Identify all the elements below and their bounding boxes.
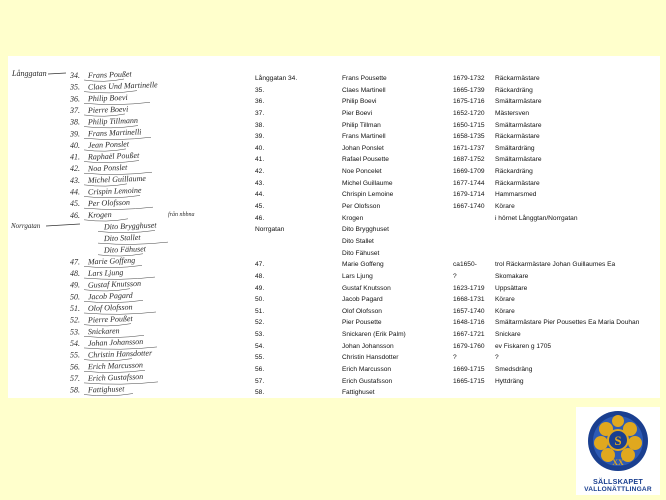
row-address: Långgatan 34. <box>255 75 298 82</box>
row-occupation: Räckarmästare <box>495 133 540 141</box>
row-occupation: Smältarmästare Pier Pousettes Ea Maria Douhan <box>495 319 640 327</box>
handwritten-name: Dito Stallet <box>103 232 141 244</box>
row-occupation: Räckarmästare <box>495 179 540 187</box>
table-row <box>255 108 660 120</box>
handwritten-number: 56. <box>70 362 80 372</box>
row-address: 43. <box>255 179 265 187</box>
row-address: 41. <box>255 156 265 164</box>
row-address: 49. <box>255 284 265 292</box>
row-years: 1658-1735 <box>453 133 485 141</box>
row-address: Norrgatan <box>255 226 285 234</box>
row-name: Jacob Pagard <box>342 296 383 304</box>
row-name: Claes Martinell <box>342 86 386 94</box>
table-row <box>255 166 660 178</box>
handwritten-name: Pierre Boevi <box>87 104 129 115</box>
handwritten-number: 40. <box>70 140 80 150</box>
row-years: 1668-1731 <box>453 296 485 304</box>
handwritten-name: Michel Guillaume <box>87 173 147 185</box>
row-address: 40. <box>255 144 265 152</box>
table-row <box>255 283 660 295</box>
row-occupation: Snickare <box>495 331 521 339</box>
row-address: 55. <box>255 354 265 362</box>
row-address: 52. <box>255 319 265 327</box>
transcription-table <box>255 73 660 399</box>
handwritten-number: 44. <box>70 187 80 197</box>
handwritten-street-label: Långgatan <box>12 69 47 78</box>
row-occupation: Hyttdräng <box>495 377 524 385</box>
handwritten-name: Jacob Pagard <box>87 290 133 302</box>
handwritten-number: 48. <box>70 269 80 279</box>
row-name: Snickaren (Erik Palm) <box>342 331 406 339</box>
handwritten-number: 42. <box>70 164 80 174</box>
table-row <box>255 178 660 190</box>
row-address: 50. <box>255 296 265 304</box>
row-name: Johan Johansson <box>342 342 394 350</box>
handwritten-number: 49. <box>70 280 80 290</box>
table-row <box>255 294 660 306</box>
row-name: Per Olofsson <box>342 203 381 211</box>
row-address: 54. <box>255 342 265 350</box>
table-row <box>255 248 660 260</box>
handwritten-name: Dito Brygghuset <box>103 220 157 232</box>
row-occupation: Körare <box>495 203 515 211</box>
row-years: 1623-1719 <box>453 284 485 292</box>
handwritten-number: 58. <box>70 385 80 395</box>
row-years: 1671-1737 <box>453 144 485 152</box>
row-name: Gustaf Knutsson <box>342 284 391 292</box>
row-address: 46. <box>255 214 265 222</box>
row-address: 58. <box>255 389 265 397</box>
handwritten-name: Erich Marcusson <box>87 360 144 372</box>
table-row <box>255 73 660 85</box>
table-row <box>255 329 660 341</box>
row-years: ca1650- <box>453 261 477 269</box>
row-name: Pier Pousette <box>342 319 382 327</box>
table-row <box>255 85 660 97</box>
row-occupation: trol Räckarmästare Johan Guillaumes Ea <box>495 261 616 269</box>
handwritten-name: Johan Johansson <box>87 337 144 348</box>
handwritten-name: Jean Ponslet <box>87 139 130 150</box>
handwritten-name: Crispin Lemoine <box>87 185 142 197</box>
table-row <box>255 259 660 271</box>
row-address: 35. <box>255 86 265 94</box>
table-row <box>255 154 660 166</box>
table-row <box>255 341 660 353</box>
row-years: 1675-1716 <box>453 98 485 106</box>
row-occupation: ? <box>495 354 499 362</box>
row-name: Frans Martinell <box>342 133 386 141</box>
table-row <box>255 96 660 108</box>
row-years: 1648-1716 <box>453 319 485 327</box>
row-occupation: Körare <box>495 307 515 315</box>
table-row <box>255 364 660 376</box>
row-address: 51. <box>255 307 265 315</box>
handwritten-name: Frans Martinelli <box>87 127 142 139</box>
handwritten-number: 39. <box>70 129 80 139</box>
handwritten-name: Frans Poußet <box>87 69 132 80</box>
row-name: Dito Stallet <box>342 237 374 245</box>
handwritten-name: Philip Boevi <box>87 92 128 104</box>
row-years: 1650-1715 <box>453 121 485 129</box>
row-occupation: Räckardräng <box>495 168 533 176</box>
handwritten-name: Dito Fähuset <box>103 244 147 255</box>
handwritten-number: 34. <box>70 71 80 80</box>
row-years: 1669-1715 <box>453 366 485 374</box>
table-row <box>255 201 660 213</box>
row-occupation: Smältardräng <box>495 144 535 152</box>
row-name: Rafael Pousette <box>342 156 389 164</box>
row-name: Krogen <box>342 214 364 222</box>
handwritten-name: Christin Hansdotter <box>87 348 153 360</box>
row-address: 39. <box>255 133 265 141</box>
row-address: 37. <box>255 109 265 117</box>
handwritten-name: Erich Gustafsson <box>87 371 144 383</box>
handwritten-name: Marie Goffeng <box>87 255 136 267</box>
handwritten-name: Snickaren <box>87 326 120 337</box>
row-occupation: Räckarmästare <box>495 75 540 82</box>
row-years: 1667-1740 <box>453 203 485 211</box>
handwritten-name: Krogen <box>87 209 112 220</box>
row-occupation: Hammarsmed <box>495 191 537 199</box>
row-name: Olof Olofsson <box>342 307 382 315</box>
row-address: 45. <box>255 203 265 211</box>
table-row <box>255 143 660 155</box>
handwritten-name: Claes Und Martinelle <box>87 80 158 92</box>
row-occupation: Smältarmästare <box>495 156 542 164</box>
row-name: Philip Boevi <box>342 98 377 106</box>
row-name: Marie Goffeng <box>342 261 384 269</box>
handwritten-dash <box>48 73 66 74</box>
row-address: 36. <box>255 98 265 106</box>
handwritten-name: Fattighuset <box>87 384 125 395</box>
row-years: 1665-1715 <box>453 377 485 385</box>
handwritten-number: 54. <box>70 338 80 348</box>
handwritten-number: 55. <box>70 350 80 360</box>
row-address: 53. <box>255 331 265 339</box>
row-occupation: Smältarmästare <box>495 121 542 129</box>
table-row <box>255 224 660 236</box>
table-row <box>255 271 660 283</box>
handwritten-number: 41. <box>70 152 80 162</box>
row-years: 1687-1752 <box>453 156 485 164</box>
row-years: 1679-1714 <box>453 191 485 199</box>
table-row <box>255 236 660 248</box>
row-name: Noe Poncelet <box>342 168 382 176</box>
handwritten-number: 45. <box>70 199 80 209</box>
handwritten-number: 57. <box>70 373 80 383</box>
row-name: Frans Pousette <box>342 75 387 82</box>
row-name: Fattighuset <box>342 389 375 397</box>
handwritten-number: 43. <box>70 175 80 185</box>
row-name: Philip Tillman <box>342 121 381 129</box>
row-years: 1679-1732 <box>453 75 485 82</box>
logo-text-line2: VALLONÄTTLINGAR <box>584 486 652 493</box>
logo-emblem-numeral: XX <box>612 458 624 467</box>
row-name: Dito Brygghuset <box>342 226 389 234</box>
table-row <box>255 189 660 201</box>
row-years: ? <box>453 272 457 280</box>
logo-emblem-letter: S <box>614 433 622 448</box>
row-years: ? <box>453 354 457 362</box>
row-address: 47. <box>255 261 265 269</box>
table-row <box>255 317 660 329</box>
row-name: Erich Gustafsson <box>342 377 393 385</box>
row-address: 56. <box>255 366 265 374</box>
row-years: 1667-1721 <box>453 331 485 339</box>
row-address: 44. <box>255 191 265 199</box>
logo-emblem <box>576 407 660 479</box>
row-occupation: Uppsättare <box>495 284 528 292</box>
row-name: Michel Guillaume <box>342 179 393 187</box>
handwritten-number: 37. <box>70 105 80 115</box>
table-row <box>255 120 660 132</box>
sallskapet-vallonattlingar-logo <box>576 407 660 495</box>
row-occupation: i hörnet Långgtan/Norrgatan <box>495 214 578 222</box>
table-row <box>255 387 660 399</box>
handwritten-corner-note: från nbbna <box>168 212 195 218</box>
handwritten-name: Gustaf Knutsson <box>87 278 142 290</box>
document-sheet <box>8 56 660 398</box>
handwritten-number: 38. <box>70 117 80 127</box>
row-years: 1665-1739 <box>453 86 485 94</box>
row-occupation: Skomakare <box>495 272 529 280</box>
row-years: 1652-1720 <box>453 109 485 117</box>
row-occupation: Mästersven <box>495 109 530 117</box>
row-address: 42. <box>255 168 265 176</box>
row-occupation: Räckardräng <box>495 86 533 94</box>
handwritten-dash <box>46 224 80 226</box>
row-name: Chrispin Lemoine <box>342 191 394 199</box>
table-row <box>255 376 660 388</box>
logo-text-line1: SÄLLSKAPET <box>593 477 643 486</box>
handwritten-number: 51. <box>70 304 80 313</box>
handwritten-number: 50. <box>70 292 80 302</box>
row-occupation: ev Fiskaren g 1705 <box>495 342 552 350</box>
handwritten-number: 52. <box>70 315 80 325</box>
row-occupation: Körare <box>495 296 515 304</box>
handwritten-side-note: Norrgatan <box>11 222 41 230</box>
handwritten-number: 36. <box>70 94 80 104</box>
row-occupation: Smältarmästare <box>495 98 542 106</box>
handwritten-name: Lars Ljung <box>87 267 124 279</box>
row-years: 1657-1740 <box>453 307 485 315</box>
row-years: 1669-1709 <box>453 168 485 176</box>
row-name: Johan Ponslet <box>342 144 384 152</box>
handwritten-number: 46. <box>70 210 80 220</box>
row-address: 57. <box>255 377 265 385</box>
row-address: 48. <box>255 272 265 280</box>
row-occupation: Smedsdräng <box>495 366 533 374</box>
table-row <box>255 131 660 143</box>
table-row <box>255 352 660 364</box>
row-address: 38. <box>255 121 265 129</box>
handwritten-name: Pierre Poußet <box>87 314 133 325</box>
row-years: 1677-1744 <box>453 179 485 187</box>
row-name: Lars Ljung <box>342 272 373 280</box>
handwritten-number: 53. <box>70 327 80 337</box>
row-name: Erich Marcusson <box>342 366 392 374</box>
handwritten-name: Noa Ponslet <box>87 162 128 174</box>
row-name: Dito Fähuset <box>342 249 380 257</box>
handwritten-register-scan <box>8 56 246 398</box>
handwritten-name: Raphaël Poußet <box>87 150 140 162</box>
row-years: 1679-1760 <box>453 342 485 350</box>
row-name: Pier Boevi <box>342 109 373 117</box>
table-row <box>255 306 660 318</box>
table-row <box>255 213 660 225</box>
handwritten-name: Per Olofsson <box>87 197 131 209</box>
handwritten-number: 47. <box>70 257 80 267</box>
handwritten-number: 35. <box>70 82 80 92</box>
row-name: Christin Hansdotter <box>342 354 399 362</box>
handwritten-name: Philip Tillmann <box>87 115 139 127</box>
handwritten-name: Olof Olofsson <box>87 302 133 313</box>
